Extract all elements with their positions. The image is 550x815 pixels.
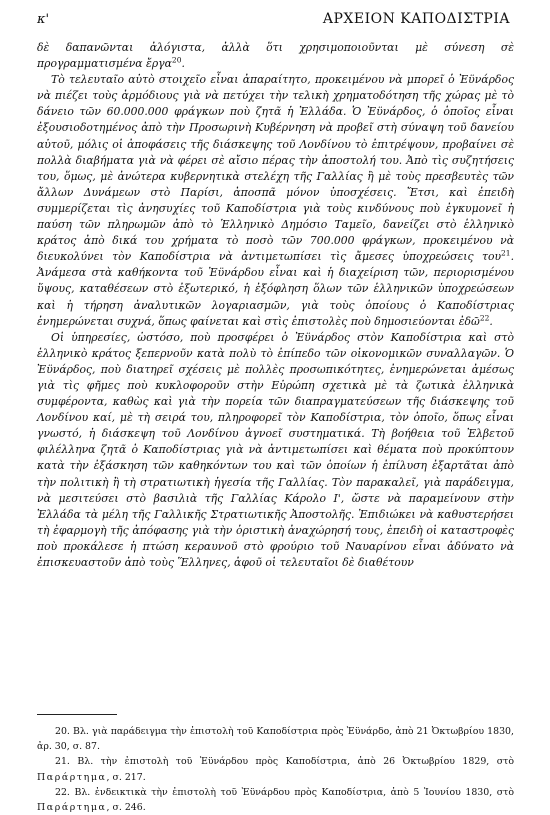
paragraph-1: [37, 40, 514, 72]
paragraph-3: [37, 330, 514, 571]
footnote-ref-20[interactable]: 20: [171, 55, 182, 65]
body-text: [37, 40, 514, 571]
footnote-ref-22[interactable]: 22: [479, 313, 490, 322]
footnote-text: 22. Βλ. ἐνδεικτικὰ τὴν ἐπιστολὴ τοῦ Ἐϋνάρδου πρὸς Καποδίστρια, ἀπὸ 5 Ἰουνίου 1830, στὸ: [55, 786, 514, 798]
footnote-21: [37, 754, 514, 784]
footnote-page-ref: , σ. 217.: [106, 771, 146, 783]
appendix-reference: Παράρτημα: [37, 802, 107, 814]
footnote-text: 20. Βλ. γιὰ παράδειγμα τὴν ἐπιστολὴ τοῦ Καποδίστρια πρὸς Ἐϋνάρδο, ἀπὸ 21 Ὀκτωβρίου 1830, ἀρ. 30, σ. 87.: [37, 726, 514, 753]
paragraph-text-continued: . Ἀνάμεσα στὰ καθήκοντα τοῦ Ἐϋνάρδου εἶναι καὶ ἡ διαχείριση τῶν, περιορισμένου ὕψους, καταθέσεων στὸ ἐξωτερικό, ἡ ἐξόφληση ὅλων τῶν ἑλληνικῶν ὑποχρεώσεων καὶ ἡ τήρηση ἀναλυτικῶν λογαριασμῶν, γιὰ τοὺς ὁποίους ὁ Καποδίστριας ἐνημερώνεται συχνά, ὅπως φαίνεται καὶ στὶς ἐπιστολὲς ποὺ δημοσιεύονται ἐδῶ: [37, 250, 514, 328]
appendix-reference: Παράρτημα: [37, 771, 107, 783]
paragraph-tail: .: [489, 314, 493, 328]
paragraph-tail: .: [181, 57, 185, 71]
footnote-text: 21. Βλ. τὴν ἐπιστολὴ τοῦ Ἐϋνάρδου πρὸς Καποδίστρια, ἀπὸ 26 Ὀκτωβρίου 1829, στὸ: [55, 756, 514, 768]
footnotes: [37, 724, 514, 815]
page-number: κ': [37, 12, 50, 27]
page-header: [37, 11, 510, 33]
paragraph-text: Οἱ ὑπηρεσίες, ὡστόσο, ποὺ προσφέρει ὁ Ἐϋνάρδος στὸν Καποδίστρια καὶ στὸ ἑλληνικὸ κράτος ξεπερνοῦν κατὰ πολὺ τὸ ἐπίπεδο τῶν οἰκονομικῶν συναλλαγῶν. Ὁ Ἐϋνάρδος, ποὺ διατηρεῖ σχέσεις μὲ πολλὲς προσωπικότητες, ἐνημερώνεται ἀμέσως γιὰ τὶς φῆμες ποὺ κυκλοφοροῦν στὴν Εὐρώπη σχετικὰ μὲ τὰ ζωτικὰ ἑλληνικὰ συμφέροντα, καθὼς καὶ γιὰ τὴν πορεία τῶν διαπραγματεύσεων τῆς διάσκεψης τοῦ Λονδίνου καί, μὲ τὴ σειρά του, πληροφορεῖ τὸν Καποδίστρια, τὸν ὁποῖο, ὅπως εἶναι γνωστό, ἡ διάσκεψη τοῦ Λονδίνου ἀγνοεῖ συστηματικά. Τὴ βοήθεια τοῦ Ἐλβετοῦ φιλέλληνα ζητᾶ ὁ Καποδίστριας γιὰ νὰ ἀντιμετωπίσει καὶ θέματα ποὺ προκύπτουν κατὰ τὴν ἐξάσκηση τῶν καθηκόντων του καὶ τῶν ὁποίων ἡ ἐπίλυση ἐξαρτᾶται ἀπὸ τὴν πολιτικὴ ἢ τὴ στρατιωτικὴ ἡγεσία τῆς Γαλλίας. Τὸν παρακαλεῖ, γιὰ παράδειγμα, νὰ μεσιτεύσει στὸ βασιλιὰ τῆς Γαλλίας Κάρολο Ι', ὥστε νὰ παραμείνουν στὴν Ἑλλάδα τὰ μέλη τῆς Γαλλικῆς Στρατιωτικῆς Ἀποστολῆς. Ἐπιδιώκει νὰ καθυστερήσει τὴ ἐφαρμογὴ τῆς ἀπόφασης γιὰ τὴν ὁριστικὴ ἀναχώρησή τους, ἐπειδὴ οἱ καταστροφὲς ποὺ προκάλεσε ἡ πτώση κεραυνοῦ στὸ φρούριο τοῦ Ναυαρίνου εἶναι ἀδύνατο νὰ ἐπισκευαστοῦν ἀπὸ τοὺς Ἕλληνες, ἀφοῦ οἱ τελευταῖοι δὲ διαθέτουν: [37, 330, 514, 569]
paragraph-text: Τὸ τελευταῖο αὐτὸ στοιχεῖο εἶναι ἀπαραίτητο, προκειμένου νὰ μπορεῖ ὁ Ἐϋνάρδος νὰ πιέζει τοὺς ἁρμόδιους γιὰ νὰ πετύχει τὴν τελικὴ χρηματοδότηση τῆς χώρας μὲ τὸ δάνειο τῶν 60.000.000 φράγκων ποὺ ζητᾶ ἡ Ἑλλάδα. Ὁ Ἐϋνάρδος, ὁ ὁποῖος εἶναι ἐξουσιοδοτημένος ἀπὸ τὴν Προσωρινὴ Κυβέρνηση νὰ προβεῖ στὴ σύναψη τοῦ δανείου αὐτοῦ, μόλις οἱ ἀποφάσεις τῆς διάσκεψης τοῦ Λονδίνου τὸ ἐπιτρέψουν, προβαίνει σὲ πολλὰ διαβήματα γιὰ νὰ φέρει σὲ αἴσιο πέρας τὴν ἀποστολή του. Ἀπὸ τὶς συζητήσεις του, ὅμως, μὲ ἀνώτερα κυβερνητικὰ στελέχη τῆς Γαλλίας ἢ μὲ τοὺς πρεσβευτὲς τῶν ἄλλων Δυνάμεων στὸ Παρίσι, ἀποσπᾶ μόνον ὑποσχέσεις. Ἔτσι, καὶ ἐπειδὴ συμμερίζεται τὶς ἀνησυχίες τοῦ Καποδίστρια γιὰ τοὺς κινδύνους ποὺ ἐγκυμονεῖ ἡ παύση τῶν πληρωμῶν ἀπὸ τὸ Ἑλληνικὸ Δημόσιο Ταμεῖο, δανείζει στὸ ἑλληνικὸ κράτος ἀπὸ δικά του χρήματα τὸ ποσὸ τῶν 700.000 φράγκων, προκειμένου νὰ διευκολύνει τὸν Καποδίστρια νὰ ἀντιμετωπίσει τὶς ἄμεσες ὑποχρεώσεις του: [37, 73, 514, 264]
running-title: ΑΡΧΕΙΟΝ ΚΑΠΟΔΙΣΤΡΙΑ: [322, 11, 510, 27]
paragraph-text: δὲ δαπανῶνται ἀλόγιστα, ἀλλὰ ὅτι χρησιμοποιοῦνται μὲ σύνεση σὲ προγραμματισμένα ἔργα: [37, 41, 514, 71]
footnote-divider: [37, 714, 117, 715]
paragraph-2: [37, 72, 514, 330]
footnote-page-ref: , σ. 246.: [106, 802, 146, 814]
footnote-20: [37, 724, 514, 754]
footnote-ref-21[interactable]: 21: [501, 248, 511, 258]
